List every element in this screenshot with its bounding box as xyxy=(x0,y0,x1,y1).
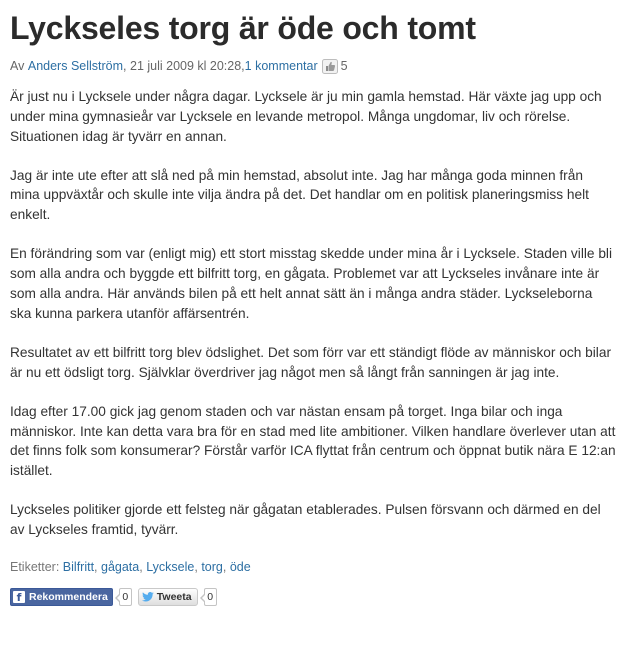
paragraph-5: Idag efter 17.00 gick jag genom staden och var nästan ensam på torget. Inga bilar och inga människor. Inte kan detta vara bra för en stad med lite ambitioner. Vilken handlare överlever utan att det finns folk som konsumerar? Förstår varför ICA flyttat från centrum och öppnat butik nära E 12:an istället. xyxy=(10,403,616,479)
facebook-icon: f xyxy=(13,591,25,603)
blog-post xyxy=(10,0,616,607)
author-link[interactable]: Anders Sellström xyxy=(27,59,124,73)
facebook-count: 0 xyxy=(119,588,132,606)
post-title: Lyckseles torg är öde och tomt xyxy=(10,10,476,46)
tag-separator: , xyxy=(94,560,101,575)
like-count: 5 xyxy=(340,59,348,73)
tags-label: Etiketter: xyxy=(10,560,63,575)
facebook-recommend-button[interactable] xyxy=(10,588,113,606)
tag-link[interactable]: öde xyxy=(229,560,251,575)
paragraph-2: Jag är inte ute efter att slå ned på min hemstad, absolut inte. Jag har många goda minnen från mina uppväxtår och skulle inte vilja ändra på det. Det handlar om en politisk planeringsmiss helt enkelt. xyxy=(10,167,589,223)
tag-link[interactable]: torg xyxy=(201,560,223,575)
tweet-button[interactable] xyxy=(138,588,198,606)
tweet-label: Tweeta xyxy=(156,591,192,604)
paragraph-1: Är just nu i Lycksele under några dagar. Lycksele är ju min gamla hemstad. Här växte jag upp och under mina gymnasieår var Lycksele en levande metropol. Många ungdomar, liv och rörelse. Situationen idag är tyvärr en annan. xyxy=(10,89,602,144)
post-body xyxy=(10,87,616,540)
social-buttons xyxy=(10,587,616,607)
tag-separator: , xyxy=(194,560,202,575)
paragraph-4: Resultatet av ett bilfritt torg blev ödslighet. Det som förr var ett ständigt flöde av människor och bilar är nu ett ödsligt torg. Självklar överdriver jag något men så långt från sanningen är jag inte. xyxy=(10,344,612,380)
paragraph-3: En förändring som var (enligt mig) ett stort misstag skedde under mina år i Lycksele. Staden ville bli som alla andra och byggde ett bilfritt torg, en gågata. Problemet var att Lyckseles invånare inte är som alla andra. Här används bilen på ett helt annat sätt än i många andra städer. Lyckseleborna ska kunna parkera utanför affärsentrén. xyxy=(10,246,613,321)
comments-link[interactable]: 1 kommentar xyxy=(244,59,318,73)
twitter-count: 0 xyxy=(204,588,217,606)
tag-separator: , xyxy=(139,560,147,575)
by-prefix: Av xyxy=(10,59,25,73)
tag-list xyxy=(10,559,616,575)
thumbs-up-icon[interactable] xyxy=(322,59,338,74)
facebook-recommend-label: Rekommendera xyxy=(29,591,108,604)
paragraph-6: Lyckseles politiker gjorde ett felsteg när gågatan etablerades. Pulsen försvann och därmed en del av Lyckseles framtid, tyvärr. xyxy=(10,502,601,538)
tag-link[interactable]: gågata xyxy=(101,560,140,575)
tag-link[interactable]: Bilfritt xyxy=(62,560,95,575)
twitter-bird-icon xyxy=(142,592,154,602)
tag-link[interactable]: Lycksele xyxy=(146,560,195,575)
post-date: , 21 juli 2009 kl 20:28, xyxy=(123,59,245,73)
post-meta xyxy=(10,58,616,74)
tag-separator: , xyxy=(222,560,230,575)
